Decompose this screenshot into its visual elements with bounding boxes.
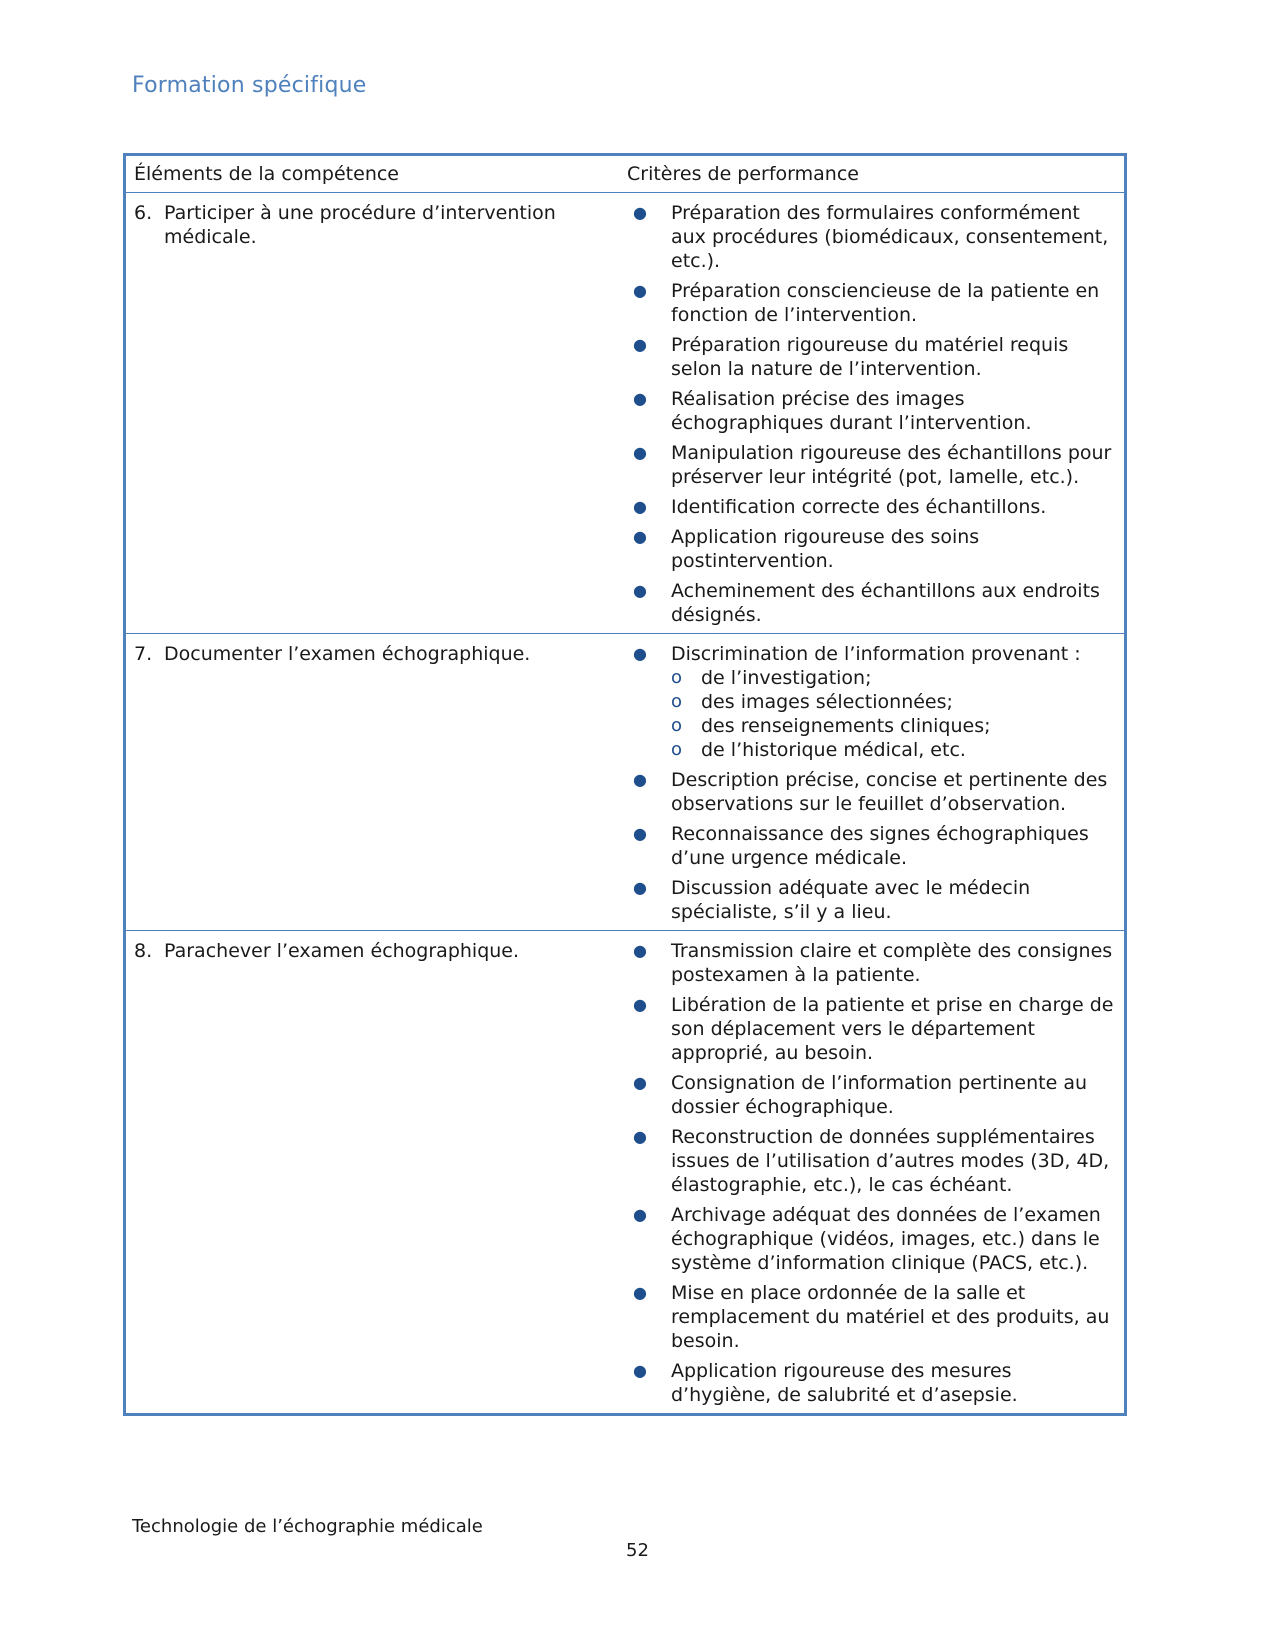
- bullet-icon: ●: [633, 1073, 647, 1092]
- circle-bullet-icon: o: [671, 715, 683, 736]
- table-header-row: [125, 155, 1126, 193]
- list-item: [627, 333, 1114, 381]
- bullet-icon: ●: [633, 389, 647, 408]
- bullet-icon: ●: [633, 770, 647, 789]
- bullet-icon: ●: [633, 497, 647, 516]
- bullet-icon: ●: [633, 1361, 647, 1380]
- criteria-list: [627, 935, 1114, 1407]
- circle-bullet-icon: o: [671, 667, 683, 688]
- criterion-text: Réalisation précise des images échographiques durant l’intervention.: [671, 388, 1032, 434]
- criteria-list: [627, 638, 1114, 924]
- bullet-icon: ●: [633, 941, 647, 960]
- bullet-icon: ●: [633, 824, 647, 843]
- bullet-icon: ●: [633, 644, 647, 663]
- criterion-text: Description précise, concise et pertinente des observations sur le feuillet d’observation.: [671, 769, 1108, 815]
- element-cell: [125, 634, 620, 931]
- list-item: [627, 495, 1114, 519]
- col-header-criteria: Critères de performance: [619, 155, 1126, 193]
- list-item: [627, 1071, 1114, 1119]
- sub-list: [671, 666, 1114, 762]
- page-number: 52: [626, 1540, 649, 1561]
- bullet-icon: ●: [633, 1283, 647, 1302]
- table-row: [125, 931, 1126, 1415]
- criterion-text: Consignation de l’information pertinente au dossier échographique.: [671, 1072, 1088, 1118]
- list-item: [627, 201, 1114, 273]
- element-text: Documenter l’examen échographique.: [164, 643, 531, 665]
- criterion-text: Acheminement des échantillons aux endroits désignés.: [671, 580, 1100, 626]
- element-number: 8.: [134, 940, 153, 962]
- list-item: [627, 441, 1114, 489]
- sub-list-item: [671, 690, 1114, 714]
- element-number: 7.: [134, 643, 153, 665]
- criterion-text: Transmission claire et complète des consignes postexamen à la patiente.: [671, 940, 1113, 986]
- table-row: [125, 634, 1126, 931]
- col-header-elements: Éléments de la compétence: [125, 155, 620, 193]
- criterion-text: Identification correcte des échantillons.: [671, 496, 1047, 518]
- circle-bullet-icon: o: [671, 691, 683, 712]
- circle-bullet-icon: o: [671, 739, 683, 760]
- sub-list-item: [671, 666, 1114, 690]
- element-cell: [125, 931, 620, 1415]
- competence-table: [123, 153, 1127, 1416]
- list-item: [627, 642, 1114, 762]
- criterion-text: Préparation rigoureuse du matériel requis selon la nature de l’intervention.: [671, 334, 1069, 380]
- list-item: [627, 993, 1114, 1065]
- element-text: Participer à une procédure d’intervention médicale.: [164, 202, 556, 248]
- list-item: [627, 876, 1114, 924]
- criterion-text: Application rigoureuse des soins postintervention.: [671, 526, 980, 572]
- table-row: [125, 193, 1126, 634]
- list-item: [627, 1125, 1114, 1197]
- sub-item-text: des images sélectionnées;: [701, 691, 953, 713]
- element-number: 6.: [134, 202, 153, 224]
- criterion-text: Manipulation rigoureuse des échantillons pour préserver leur intégrité (pot, lamelle, etc.).: [671, 442, 1112, 488]
- list-item: [627, 768, 1114, 816]
- bullet-icon: ●: [633, 443, 647, 462]
- element-cell: [125, 193, 620, 634]
- list-item: [627, 1281, 1114, 1353]
- criterion-text: Discrimination de l’information provenant :: [671, 643, 1081, 665]
- list-item: [627, 939, 1114, 987]
- criterion-text: Libération de la patiente et prise en charge de son déplacement vers le département approprié, au besoin.: [671, 994, 1114, 1064]
- sub-list-item: [671, 714, 1114, 738]
- list-item: [627, 279, 1114, 327]
- list-item: [627, 525, 1114, 573]
- page-title: Formation spécifique: [132, 73, 367, 98]
- bullet-icon: ●: [633, 203, 647, 222]
- bullet-icon: ●: [633, 995, 647, 1014]
- bullet-icon: ●: [633, 527, 647, 546]
- list-item: [627, 579, 1114, 627]
- sub-item-text: de l’historique médical, etc.: [701, 739, 966, 761]
- sub-item-text: des renseignements cliniques;: [701, 715, 991, 737]
- bullet-icon: ●: [633, 1205, 647, 1224]
- sub-list-item: [671, 738, 1114, 762]
- criterion-text: Mise en place ordonnée de la salle et remplacement du matériel et des produits, au besoin.: [671, 1282, 1110, 1352]
- bullet-icon: ●: [633, 581, 647, 600]
- footer-title: Technologie de l’échographie médicale: [132, 1516, 483, 1537]
- criteria-list: [627, 197, 1114, 627]
- criterion-text: Archivage adéquat des données de l’examen échographique (vidéos, images, etc.) dans le système d’information clinique (PACS, etc.).: [671, 1204, 1101, 1274]
- sub-item-text: de l’investigation;: [701, 667, 872, 689]
- bullet-icon: ●: [633, 878, 647, 897]
- list-item: [627, 1203, 1114, 1275]
- criterion-text: Préparation des formulaires conformément aux procédures (biomédicaux, consentement, etc.).: [671, 202, 1109, 272]
- criteria-cell: [619, 931, 1126, 1415]
- list-item: [627, 822, 1114, 870]
- list-item: [627, 387, 1114, 435]
- criterion-text: Préparation consciencieuse de la patiente en fonction de l’intervention.: [671, 280, 1100, 326]
- criterion-text: Discussion adéquate avec le médecin spécialiste, s’il y a lieu.: [671, 877, 1031, 923]
- criterion-text: Application rigoureuse des mesures d’hygiène, de salubrité et d’asepsie.: [671, 1360, 1018, 1406]
- bullet-icon: ●: [633, 1127, 647, 1146]
- list-item: [627, 1359, 1114, 1407]
- criteria-cell: [619, 634, 1126, 931]
- criteria-cell: [619, 193, 1126, 634]
- bullet-icon: ●: [633, 281, 647, 300]
- bullet-icon: ●: [633, 335, 647, 354]
- element-text: Parachever l’examen échographique.: [164, 940, 520, 962]
- criterion-text: Reconnaissance des signes échographiques d’une urgence médicale.: [671, 823, 1089, 869]
- criterion-text: Reconstruction de données supplémentaires issues de l’utilisation d’autres modes (3D, 4D, élastographie, etc.), le cas échéant.: [671, 1126, 1110, 1196]
